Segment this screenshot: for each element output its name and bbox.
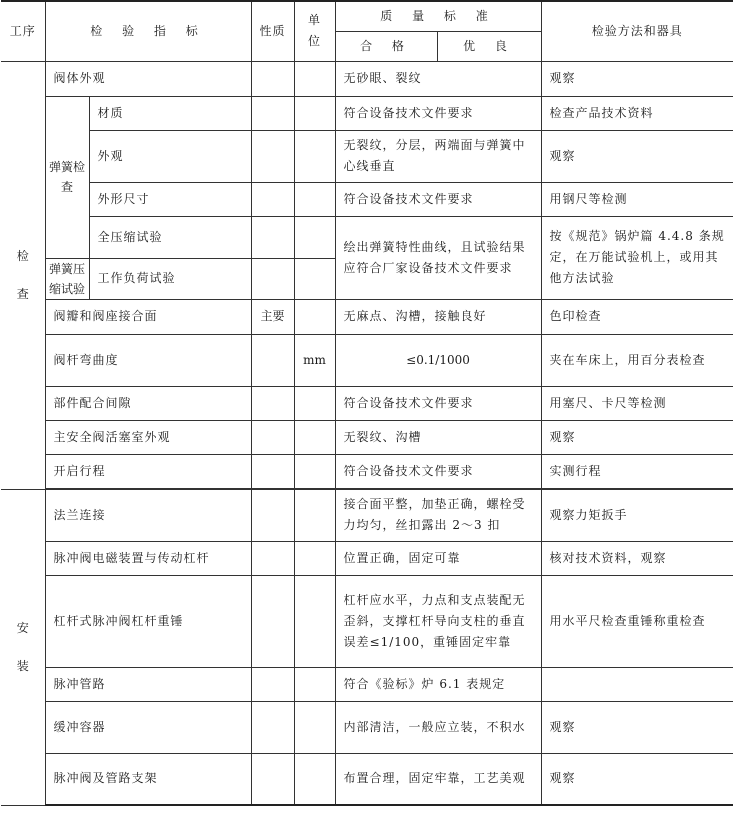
header-quality-standard: 质 量 标 准: [335, 1, 541, 31]
standard-cell: 符合设备技术文件要求: [335, 454, 541, 488]
standard-cell: 绘出弹簧特性曲线，且试验结果应符合厂家设备技术文件要求: [335, 216, 541, 299]
indicator-cell: 法兰连接: [45, 489, 251, 541]
method-cell: 观察: [541, 753, 733, 805]
method-cell: 按《规范》锅炉篇 4.4.8 条规定，在万能试验机上，或用其他方法试验: [541, 216, 733, 299]
table-row: [1, 61, 733, 96]
method-cell: 用钢尺等检测: [541, 182, 733, 216]
table-row: [1, 701, 733, 753]
header-nature: 性质: [251, 1, 294, 61]
group-spring-check: 弹簧检查: [45, 96, 89, 258]
table-row: [1, 667, 733, 701]
standard-cell: 杠杆应水平，力点和支点装配无歪斜，支撑杠杆导向支柱的垂直误差≤1/100，重锤固定牢靠: [335, 575, 541, 667]
method-cell: 观察力矩扳手: [541, 489, 733, 541]
quality-inspection-table: [1, 0, 733, 806]
indicator-cell: 全压缩试验: [89, 216, 251, 258]
method-cell: 核对技术资料，观察: [541, 541, 733, 575]
table-row: [1, 216, 733, 258]
indicator-cell: 外形尺寸: [89, 182, 251, 216]
method-cell: 实测行程: [541, 454, 733, 488]
indicator-cell: 部件配合间隙: [45, 386, 251, 420]
table-row: [1, 420, 733, 454]
table-row: [1, 489, 733, 541]
method-cell: 观察: [541, 61, 733, 96]
indicator-cell: 主安全阀活塞室外观: [45, 420, 251, 454]
unit-cell: mm: [294, 334, 335, 386]
standard-cell: 接合面平整，加垫正确，螺栓受力均匀，丝扣露出 2～3 扣: [335, 489, 541, 541]
indicator-cell: 脉冲管路: [45, 667, 251, 701]
indicator-cell: 脉冲阀及管路支架: [45, 753, 251, 805]
standard-cell: 无砂眼、裂纹: [335, 61, 541, 96]
method-cell: 观察: [541, 701, 733, 753]
standard-cell: 布置合理，固定牢靠，工艺美观: [335, 753, 541, 805]
group-spring-compress: 弹簧压缩试验: [45, 258, 89, 299]
standard-cell: 符合设备技术文件要求: [335, 182, 541, 216]
method-cell: 观察: [541, 420, 733, 454]
method-cell: 用水平尺检查重锤称重检查: [541, 575, 733, 667]
nature-cell: 主要: [251, 299, 294, 334]
indicator-cell: 外观: [89, 130, 251, 182]
table-row: [1, 299, 733, 334]
table-row: [1, 753, 733, 805]
standard-cell: 位置正确，固定可靠: [335, 541, 541, 575]
method-cell: 色印检查: [541, 299, 733, 334]
header-method: 检验方法和器具: [541, 1, 733, 61]
table-row: [1, 575, 733, 667]
table-row: [1, 96, 733, 130]
indicator-cell: 脉冲阀电磁装置与传动杠杆: [45, 541, 251, 575]
table-row: [1, 454, 733, 488]
table-row: [1, 334, 733, 386]
method-cell: 夹在车床上，用百分表检查: [541, 334, 733, 386]
indicator-cell: 开启行程: [45, 454, 251, 488]
standard-cell: 无麻点、沟槽，接触良好: [335, 299, 541, 334]
standard-cell: 内部清洁，一般应立装，不积水: [335, 701, 541, 753]
method-cell: 观察: [541, 130, 733, 182]
table-row: [1, 541, 733, 575]
standard-cell: 符合设备技术文件要求: [335, 96, 541, 130]
standard-cell: ≤0.1/1000: [335, 334, 541, 386]
indicator-cell: 工作负荷试验: [89, 258, 251, 299]
indicator-cell: 缓冲容器: [45, 701, 251, 753]
header-indicator: 检 验 指 标: [45, 1, 251, 61]
header-unit: 单位: [294, 1, 335, 61]
standard-cell: 符合《验标》炉 6.1 表规定: [335, 667, 541, 701]
method-cell: 用塞尺、卡尺等检测: [541, 386, 733, 420]
indicator-cell: 阀体外观: [45, 61, 251, 96]
indicator-cell: 阀杆弯曲度: [45, 334, 251, 386]
standard-cell: 符合设备技术文件要求: [335, 386, 541, 420]
standard-cell: 无裂纹、沟槽: [335, 420, 541, 454]
standard-cell: 无裂纹，分层，两端面与弹簧中心线垂直: [335, 130, 541, 182]
indicator-cell: 阀瓣和阀座接合面: [45, 299, 251, 334]
table-row: [1, 182, 733, 216]
header-qualified: 合 格: [335, 31, 437, 61]
indicator-cell: 杠杆式脉冲阀杠杆重锤: [45, 575, 251, 667]
header-excellent: 优 良: [437, 31, 541, 61]
table-row: [1, 130, 733, 182]
table-row: [1, 386, 733, 420]
group-inspection: 检 查: [1, 61, 45, 489]
method-cell: 检查产品技术资料: [541, 96, 733, 130]
header-process: 工序: [1, 1, 45, 61]
method-cell: [541, 667, 733, 701]
group-installation: 安 装: [1, 489, 45, 805]
indicator-cell: 材质: [89, 96, 251, 130]
